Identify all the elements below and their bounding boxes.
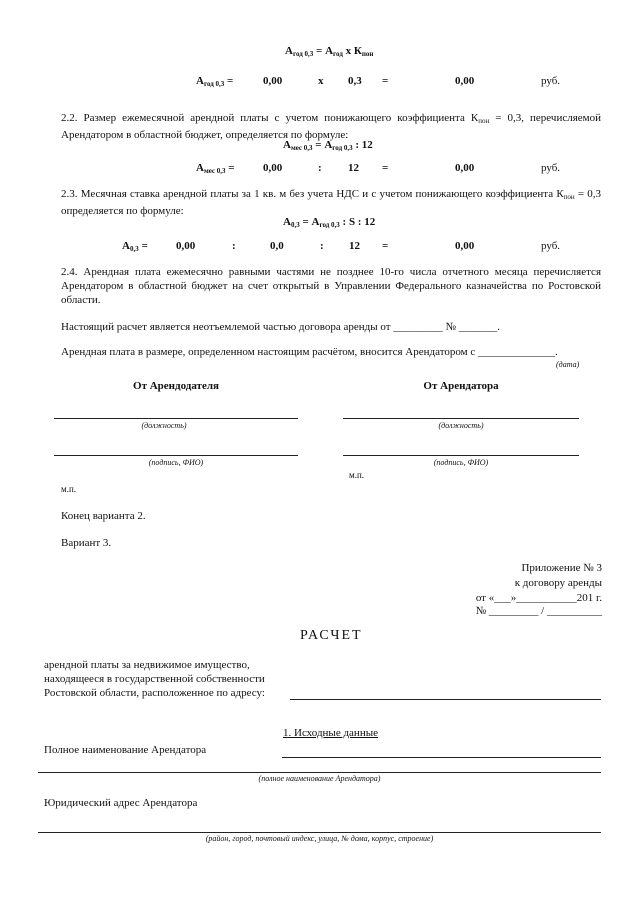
paragraph-2-3: 2.3. Месячная ставка арендной платы за 1 кв. м без учета НДС и с учетом понижающего коэффициента $К_{пон} = 0,3$ определяется по формуле:: [61, 188, 601, 217]
appendix-line-1: Приложение № 3: [521, 562, 602, 574]
legal-address-caption: (район, город, почтовый индекс, улица, № дома, корпус, строение): [205, 834, 434, 843]
calc-equals: =: [382, 162, 389, 174]
calc-value: 0,00: [176, 240, 196, 252]
end-variant-2: Конец варианта 2.: [61, 510, 146, 522]
calc-result: 0,00: [455, 240, 475, 252]
tenant-name-label: Полное наименование Арендатора: [44, 744, 207, 756]
unit-label: руб.: [541, 240, 561, 252]
calc-value: 0,3: [348, 75, 362, 87]
signature-caption: (подпись, ФИО): [148, 458, 204, 467]
unit-label: руб.: [541, 162, 561, 174]
position-caption: (должность): [438, 421, 484, 430]
landlord-signature-line[interactable]: [54, 455, 298, 456]
calc-value: 0,00: [263, 75, 283, 87]
landlord-position-line[interactable]: [54, 418, 298, 419]
paragraph-rent-start: Арендная плата в размере, определенном настоящим расчётом, вносится Арендатором с ______________.: [61, 346, 558, 358]
calc-result: 0,00: [455, 162, 475, 174]
calc-desc-line-2: находящееся в государственной собственности: [44, 673, 265, 685]
appendix-line-3: от «___»___________201 г.: [475, 592, 602, 604]
calc-equals: =: [382, 75, 389, 87]
calc-equals: =: [382, 240, 389, 252]
calc-row-monthly-lhs: $А_{мес 0,3}$ =: [196, 162, 235, 175]
calc-row-annual-lhs: $А_{год 0,3}$ =: [196, 75, 234, 88]
stamp-landlord: м.п.: [61, 484, 77, 494]
legal-address-line[interactable]: [38, 832, 601, 833]
tenant-position-line[interactable]: [343, 418, 579, 419]
section-1-title: 1. Исходные данные: [283, 727, 378, 739]
appendix-line-2: к договору аренды: [514, 577, 602, 589]
unit-label: руб.: [541, 75, 561, 87]
calc-title: РАСЧЕТ: [300, 628, 363, 643]
calc-row-rate-lhs: $А_{0,3}$ =: [122, 240, 148, 253]
variant-3: Вариант 3.: [61, 537, 112, 549]
calc-result: 0,00: [455, 75, 475, 87]
paragraph-2-4: 2.4. Арендная плата ежемесячно равными частями не позднее 10-го числа отчетного месяца перечисляется Арендатором в областной бюджет на счет открытый в Управлении Федерального казначейства по Ростовской области.: [61, 266, 601, 306]
calc-desc-line-1: арендной платы за недвижимое имущество,: [44, 659, 250, 671]
tenant-name-line-2[interactable]: [38, 772, 601, 773]
date-caption: (дата): [556, 360, 580, 369]
tenant-signature-line[interactable]: [343, 455, 579, 456]
signature-caption: (подпись, ФИО): [433, 458, 489, 467]
legal-address-label: Юридический адрес Арендатора: [44, 797, 198, 809]
stamp-tenant: м.п.: [349, 470, 365, 480]
calc-value: 12: [349, 240, 360, 252]
tenant-name-caption: (полное наименование Арендатора): [258, 774, 381, 783]
calc-value: 0,00: [263, 162, 283, 174]
formula-monthly: $А_{мес 0,3} = А_{год 0,3}$ : 12: [283, 139, 373, 152]
formula-rate: $А_{0,3} = А_{год 0,3}$ : S : 12: [283, 216, 376, 229]
calc-operator: :: [320, 240, 324, 252]
address-line[interactable]: [290, 699, 601, 700]
paragraph-integral-part: Настоящий расчет является неотъемлемой частью договора аренды от _________ № _______.: [61, 321, 501, 333]
landlord-title: От Арендодателя: [133, 380, 219, 392]
formula-annual: $А_{год 0,3} = А_{год}$ x $К_{пон}$: [285, 45, 374, 58]
calc-operator: x: [318, 75, 324, 87]
calc-desc-line-3: Ростовской области, расположенное по адресу:: [44, 687, 265, 699]
tenant-name-line-1[interactable]: [282, 757, 601, 758]
calc-operator: :: [232, 240, 236, 252]
tenant-title: От Арендатора: [423, 380, 499, 392]
calc-operator: :: [318, 162, 322, 174]
position-caption: (должность): [141, 421, 187, 430]
calc-value: 12: [348, 162, 359, 174]
appendix-line-4: № _________ / __________: [475, 605, 602, 617]
paragraph-2-2: 2.2. Размер ежемесячной арендной платы с учетом понижающего коэффициента $К_{пон} = 0,3$, перечисляемой Арендатором в областной бюджет, определяется по формуле:: [61, 112, 601, 141]
calc-value: 0,0: [270, 240, 284, 252]
